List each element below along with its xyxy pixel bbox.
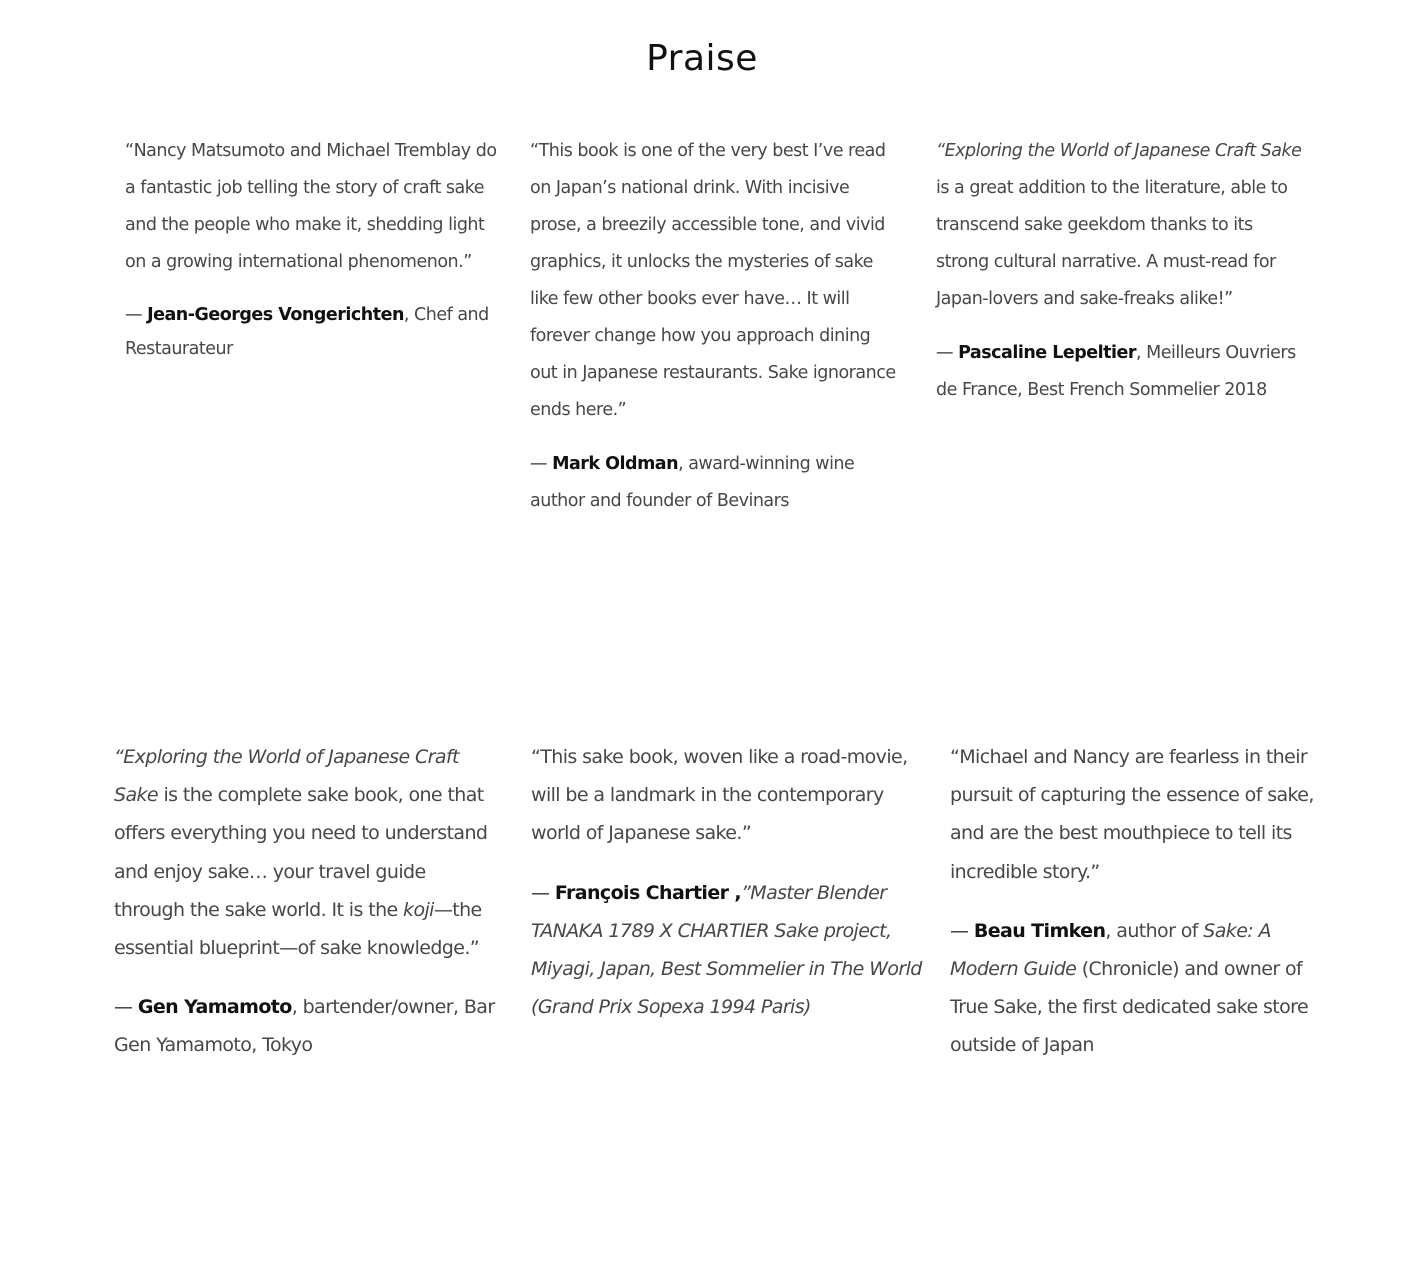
quote-text: “Nancy Matsumoto and Michael Tremblay do a fantastic job telling the story of craft sake and the people who make it, shedding light on a growing international phenomenon.” bbox=[125, 141, 497, 272]
book-title-italic: “Exploring the World of Japanese Craft Sake bbox=[114, 746, 459, 807]
quote-attribution bbox=[114, 988, 499, 1064]
author-name: Beau Timken bbox=[973, 919, 1106, 942]
quote-attribution bbox=[530, 446, 902, 520]
quote-text bbox=[114, 738, 499, 967]
praise-quote-vongerichten bbox=[125, 133, 497, 366]
attribution-dash: — bbox=[950, 919, 974, 942]
praise-quote-yamamoto bbox=[114, 738, 499, 1065]
quote-attribution bbox=[531, 874, 926, 1027]
author-role: , award-winning wine author and founder of Bevinars bbox=[530, 454, 855, 511]
attribution-dash: — bbox=[530, 454, 553, 474]
page-title: Praise bbox=[646, 38, 758, 79]
quote-text: “This sake book, woven like a road-movie, will be a landmark in the contemporary world of Japanese sake.” bbox=[531, 746, 908, 845]
quote-text-rest: is a great addition to the literature, able to transcend sake geekdom thanks to its strong cultural narrative. A must-read for Japan-lovers and sake-freaks alike!” bbox=[936, 178, 1288, 309]
author-name: Jean-Georges Vongerichten bbox=[147, 305, 404, 325]
praise-quote-timken bbox=[950, 738, 1322, 1065]
author-name: François Chartier , bbox=[554, 881, 742, 904]
attribution-dash: — bbox=[531, 881, 555, 904]
author-name: Pascaline Lepeltier bbox=[958, 343, 1137, 363]
quote-text-mid: is the complete sake book, one that offers everything you need to understand and enjoy sake… your travel guide through the sake world. It is the bbox=[114, 784, 488, 921]
author-role: , Meilleurs Ouvriers de France, Best French Sommelier 2018 bbox=[936, 343, 1296, 400]
praise-quote-chartier bbox=[531, 738, 926, 1026]
attribution-dash: — bbox=[936, 343, 959, 363]
quote-text: “Michael and Nancy are fearless in their pursuit of capturing the essence of sake, and are the best mouthpiece to tell its incredible story.” bbox=[950, 746, 1314, 883]
author-role-b: (Chronicle) and owner of True Sake, the first dedicated sake store outside of Japan bbox=[950, 958, 1309, 1057]
quote-attribution bbox=[950, 912, 1322, 1065]
koji-italic: koji bbox=[403, 898, 434, 921]
praise-quote-oldman bbox=[530, 133, 902, 520]
book-title-italic: “Exploring the World of Japanese Craft Sake bbox=[936, 141, 1302, 161]
quote-text-end: —the essential blueprint—of sake knowledge.” bbox=[114, 898, 482, 960]
attribution-dash: — bbox=[125, 305, 148, 325]
quote-attribution bbox=[936, 335, 1308, 409]
author-name: Mark Oldman bbox=[552, 454, 679, 474]
author-role-a: , author of bbox=[1105, 919, 1204, 942]
author-role-italic: ”Master Blender TANAKA 1789 X CHARTIER Sake project, Miyagi, Japan, Best Sommelier in The World (Grand Prix Sopexa 1994 Paris) bbox=[531, 881, 922, 1019]
author-name: Gen Yamamoto bbox=[137, 996, 292, 1019]
book-title-italic: Sake: A Modern Guide bbox=[950, 919, 1271, 981]
attribution-dash: — bbox=[114, 996, 138, 1019]
author-role: , bartender/owner, Bar Gen Yamamoto, Tokyo bbox=[114, 996, 495, 1057]
quote-text: “This book is one of the very best I’ve read on Japan’s national drink. With incisive prose, a breezily accessible tone, and vivid graphics, it unlocks the mysteries of sake like few other books ever have… It will forever change how you approach dining out in Japanese restaurants. Sake ignorance ends here.” bbox=[530, 141, 896, 420]
author-role: , Chef and Restaurateur bbox=[125, 305, 489, 359]
quote-text bbox=[936, 133, 1308, 318]
praise-quote-lepeltier bbox=[936, 133, 1308, 409]
quote-attribution bbox=[125, 298, 497, 366]
